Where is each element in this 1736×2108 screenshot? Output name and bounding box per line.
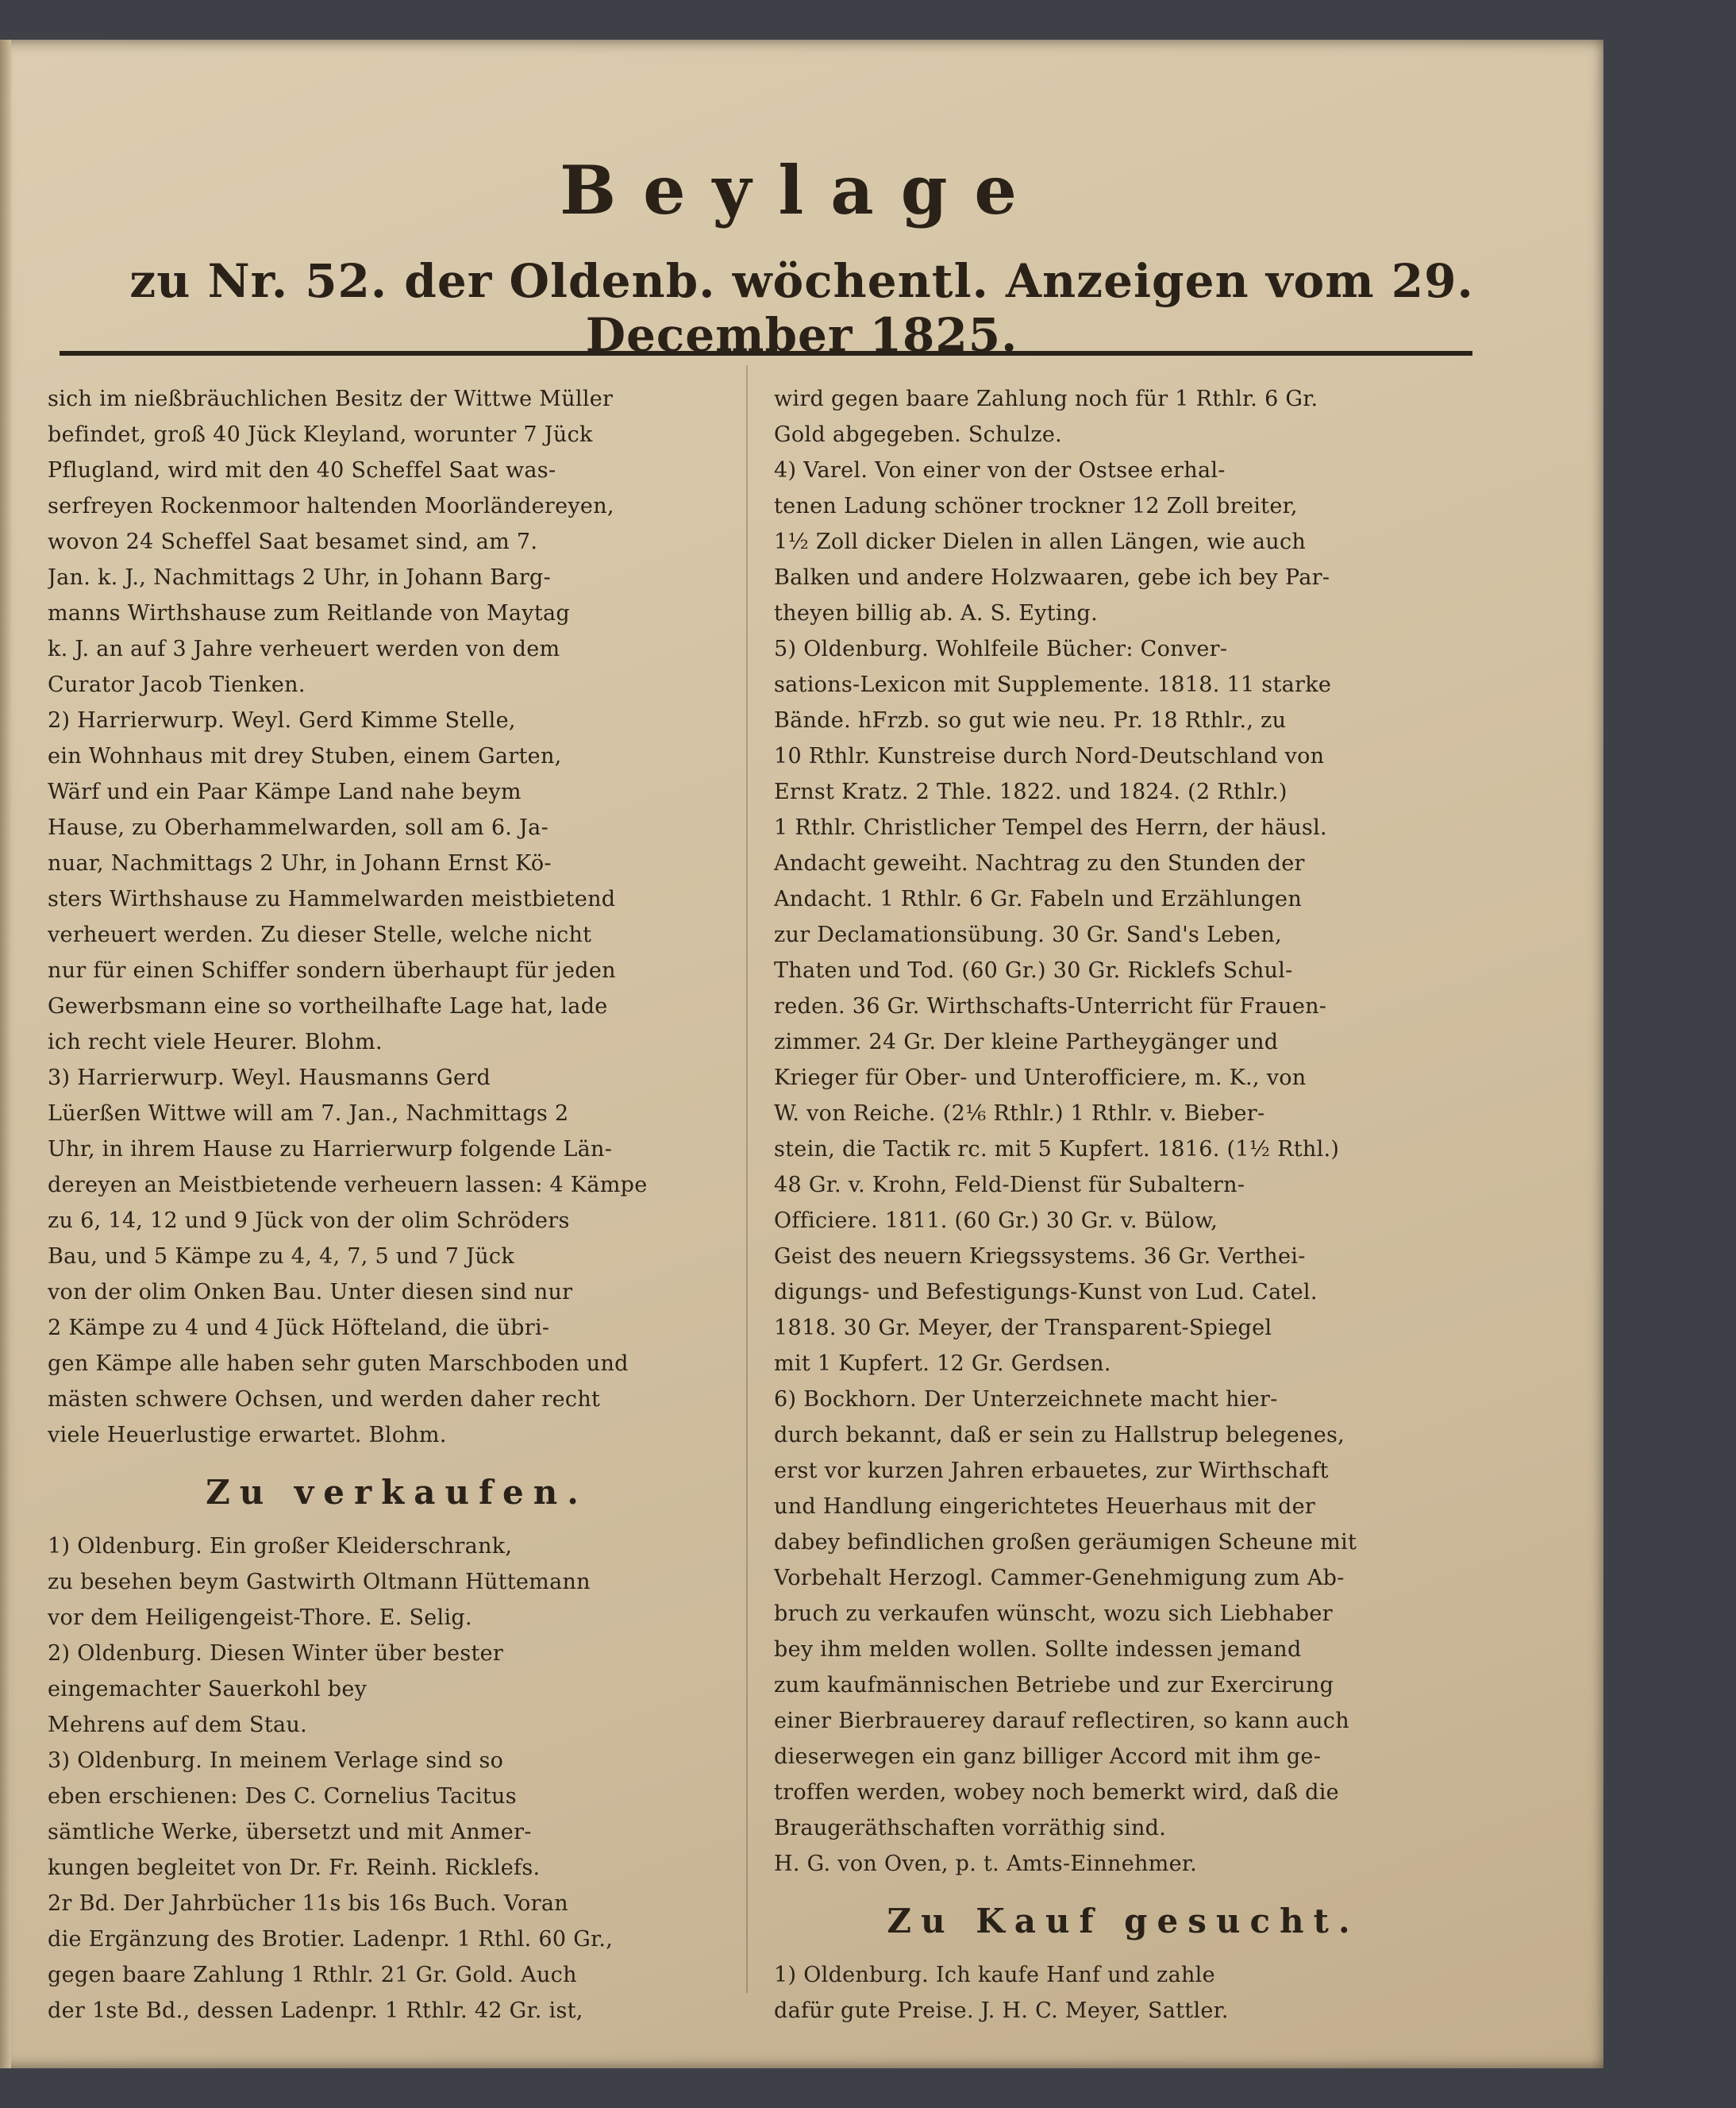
text-line: 48 Gr. v. Krohn, Feld-Dienst für Subaltern- bbox=[774, 1173, 1245, 1197]
column-divider bbox=[746, 365, 748, 1993]
text-line: 6) Bockhorn. Der Unterzeichnete macht hier- bbox=[774, 1387, 1278, 1412]
text-line: einer Bierbrauerey darauf reflectiren, so kann auch bbox=[774, 1709, 1349, 1733]
text-line: gen Kämpe alle haben sehr guten Marschboden und bbox=[48, 1351, 629, 1376]
left-column bbox=[48, 381, 746, 2029]
text-line: Bände. hFrzb. so gut wie neu. Pr. 18 Rthlr., zu bbox=[774, 708, 1287, 733]
text-line: ein Wohnhaus mit drey Stuben, einem Garten, bbox=[48, 744, 562, 769]
text-line: mästen schwere Ochsen, und werden daher recht bbox=[48, 1387, 601, 1412]
text-line: dafür gute Preise. J. H. C. Meyer, Sattler. bbox=[774, 1998, 1229, 2023]
text-line: Braugeräthschaften vorräthig sind. bbox=[774, 1816, 1167, 1840]
text-line: Curator Jacob Tienken. bbox=[48, 672, 306, 697]
text-line: sters Wirthshause zu Hammelwarden meistbietend bbox=[48, 887, 616, 911]
text-line: befindet, groß 40 Jück Kleyland, worunter 7 Jück bbox=[48, 422, 593, 447]
text-line: zum kaufmännischen Betriebe und zur Exercirung bbox=[774, 1673, 1334, 1698]
text-line: Andacht. 1 Rthlr. 6 Gr. Fabeln und Erzählungen bbox=[774, 887, 1303, 911]
page-subtitle: zu Nr. 52. der Oldenb. wöchentl. Anzeigen vom 29. December 1825. bbox=[129, 254, 1474, 362]
text-line: digungs- und Befestigungs-Kunst von Lud. Catel. bbox=[774, 1280, 1318, 1304]
text-line: Gold abgegeben. Schulze. bbox=[774, 422, 1063, 447]
text-line: stein, die Tactik rc. mit 5 Kupfert. 1816. (1½ Rthl.) bbox=[774, 1137, 1340, 1162]
text-line: Jan. k. J., Nachmittags 2 Uhr, in Johann Barg- bbox=[48, 565, 552, 590]
text-line: der 1ste Bd., dessen Ladenpr. 1 Rthlr. 42 Gr. ist, bbox=[48, 1998, 583, 2023]
text-line: verheuert werden. Zu dieser Stelle, welche nicht bbox=[48, 923, 592, 947]
text-line: 3) Harrierwurp. Weyl. Hausmanns Gerd bbox=[48, 1066, 491, 1090]
text-line: die Ergänzung des Brotier. Ladenpr. 1 Rthl. 60 Gr., bbox=[48, 1927, 614, 1952]
text-line: nur für einen Schiffer sondern überhaupt für jeden bbox=[48, 958, 616, 983]
text-line: eben erschienen: Des C. Cornelius Tacitus bbox=[48, 1784, 517, 1809]
text-line: 1½ Zoll dicker Dielen in allen Längen, wie auch bbox=[774, 530, 1307, 554]
text-line: 4) Varel. Von einer von der Ostsee erhal- bbox=[774, 458, 1226, 483]
text-line: Officiere. 1811. (60 Gr.) 30 Gr. v. Bülow, bbox=[774, 1208, 1218, 1233]
text-line: Vorbehalt Herzogl. Cammer-Genehmigung zum Ab- bbox=[774, 1566, 1345, 1590]
text-line: nuar, Nachmittags 2 Uhr, in Johann Ernst Kö- bbox=[48, 851, 552, 876]
text-line: mit 1 Kupfert. 12 Gr. Gerdsen. bbox=[774, 1351, 1111, 1376]
text-line: Thaten und Tod. (60 Gr.) 30 Gr. Ricklefs Schul- bbox=[774, 958, 1293, 983]
text-line: zimmer. 24 Gr. Der kleine Partheygänger und bbox=[774, 1030, 1279, 1054]
text-line: dabey befindlichen großen geräumigen Scheune mit bbox=[774, 1530, 1357, 1555]
text-line: 1) Oldenburg. Ich kaufe Hanf und zahle bbox=[774, 1963, 1215, 1987]
text-line: Andacht geweiht. Nachtrag zu den Stunden der bbox=[774, 851, 1305, 876]
text-line: reden. 36 Gr. Wirthschafts-Unterricht für Frauen- bbox=[774, 994, 1327, 1019]
left-text-block-sale bbox=[48, 1528, 746, 2029]
left-text-block bbox=[48, 381, 746, 1453]
text-line: theyen billig ab. A. S. Eyting. bbox=[774, 601, 1099, 626]
text-line: gegen baare Zahlung 1 Rthlr. 21 Gr. Gold. Auch bbox=[48, 1963, 577, 1987]
text-line: zu 6, 14, 12 und 9 Jück von der olim Schröders bbox=[48, 1208, 570, 1233]
text-line: zu besehen beym Gastwirth Oltmann Hüttemann bbox=[48, 1570, 591, 1594]
text-line: H. G. von Oven, p. t. Amts-Einnehmer. bbox=[774, 1852, 1197, 1876]
text-line: 5) Oldenburg. Wohlfeile Bücher: Conver- bbox=[774, 637, 1228, 661]
text-line: 1) Oldenburg. Ein großer Kleiderschrank, bbox=[48, 1534, 513, 1559]
text-line: Bau, und 5 Kämpe zu 4, 4, 7, 5 und 7 Jück bbox=[48, 1244, 515, 1269]
text-line: 2) Harrierwurp. Weyl. Gerd Kimme Stelle, bbox=[48, 708, 516, 733]
text-line: von der olim Onken Bau. Unter diesen sind nur bbox=[48, 1280, 573, 1304]
text-line: Gewerbsmann eine so vortheilhafte Lage hat, lade bbox=[48, 994, 608, 1019]
text-line: zur Declamationsübung. 30 Gr. Sand's Leben, bbox=[774, 923, 1282, 947]
text-line: troffen werden, wobey noch bemerkt wird, daß die bbox=[774, 1780, 1339, 1805]
text-line: sämtliche Werke, übersetzt und mit Anmer- bbox=[48, 1820, 532, 1844]
text-line: 2 Kämpe zu 4 und 4 Jück Höfteland, die übri- bbox=[48, 1316, 550, 1340]
text-line: erst vor kurzen Jahren erbauetes, zur Wirthschaft bbox=[774, 1459, 1329, 1483]
right-column bbox=[774, 381, 1472, 2029]
text-line: 2) Oldenburg. Diesen Winter über bester bbox=[48, 1641, 504, 1666]
text-line: sations-Lexicon mit Supplemente. 1818. 11 starke bbox=[774, 672, 1332, 697]
text-line: 1818. 30 Gr. Meyer, der Transparent-Spiegel bbox=[774, 1316, 1272, 1340]
newspaper-page bbox=[0, 40, 1603, 2068]
text-line: sich im nießbräuchlichen Besitz der Wittwe Müller bbox=[48, 387, 614, 411]
text-line: vor dem Heiligengeist-Thore. E. Selig. bbox=[48, 1605, 472, 1630]
text-line: kungen begleitet von Dr. Fr. Reinh. Ricklefs. bbox=[48, 1856, 541, 1880]
text-line: k. J. an auf 3 Jahre verheuert werden von dem bbox=[48, 637, 560, 661]
section-heading-zu-verkaufen: Zu verkaufen. bbox=[206, 1473, 588, 1512]
text-line: Wärf und ein Paar Kämpe Land nahe beym bbox=[48, 780, 522, 804]
text-line: Lüerßen Wittwe will am 7. Jan., Nachmittags 2 bbox=[48, 1101, 569, 1126]
text-line: bey ihm melden wollen. Sollte indessen jemand bbox=[774, 1637, 1302, 1662]
header-rule bbox=[60, 351, 1472, 356]
text-line: Krieger für Ober- und Unterofficiere, m. K., von bbox=[774, 1066, 1307, 1090]
text-line: bruch zu verkaufen wünscht, wozu sich Liebhaber bbox=[774, 1601, 1333, 1626]
text-line: dereyen an Meistbietende verheuern lassen: 4 Kämpe bbox=[48, 1173, 648, 1197]
text-line: ich recht viele Heurer. Blohm. bbox=[48, 1030, 383, 1054]
text-line: 10 Rthlr. Kunstreise durch Nord-Deutschland von bbox=[774, 744, 1325, 769]
page-title: Beylage bbox=[560, 151, 1044, 229]
text-line: 1 Rthlr. Christlicher Tempel des Herrn, der häusl. bbox=[774, 815, 1327, 840]
text-line: dieserwegen ein ganz billiger Accord mit ihm ge- bbox=[774, 1744, 1322, 1769]
text-line: W. von Reiche. (2⅙ Rthlr.) 1 Rthlr. v. Bieber- bbox=[774, 1101, 1265, 1126]
text-line: Uhr, in ihrem Hause zu Harrierwurp folgende Län- bbox=[48, 1137, 613, 1162]
text-line: Geist des neuern Kriegssystems. 36 Gr. Verthei- bbox=[774, 1244, 1306, 1269]
text-line: viele Heuerlustige erwartet. Blohm. bbox=[48, 1423, 447, 1447]
page-edge bbox=[0, 40, 11, 2068]
text-line: und Handlung eingerichtetes Heuerhaus mit der bbox=[774, 1494, 1316, 1519]
right-text-block bbox=[774, 381, 1472, 1882]
text-line: wovon 24 Scheffel Saat besamet sind, am 7. bbox=[48, 530, 538, 554]
text-line: Hause, zu Oberhammelwarden, soll am 6. Ja- bbox=[48, 815, 549, 840]
section-heading-zu-kauf-gesucht: Zu Kauf gesucht. bbox=[887, 1902, 1360, 1940]
text-line: serfreyen Rockenmoor haltenden Moorländereyen, bbox=[48, 494, 614, 518]
text-line: Ernst Kratz. 2 Thle. 1822. und 1824. (2 Rthlr.) bbox=[774, 780, 1288, 804]
text-line: 2r Bd. Der Jahrbücher 11s bis 16s Buch. Voran bbox=[48, 1891, 568, 1916]
text-line: Balken und andere Holzwaaren, gebe ich bey Par- bbox=[774, 565, 1330, 590]
text-line: 3) Oldenburg. In meinem Verlage sind so bbox=[48, 1748, 504, 1773]
text-line: tenen Ladung schöner trockner 12 Zoll breiter, bbox=[774, 494, 1298, 518]
text-line: wird gegen baare Zahlung noch für 1 Rthlr. 6 Gr. bbox=[774, 387, 1318, 411]
right-text-block-wanted bbox=[774, 1957, 1472, 2029]
text-line: durch bekannt, daß er sein zu Hallstrup belegenes, bbox=[774, 1423, 1345, 1447]
text-line: Mehrens auf dem Stau. bbox=[48, 1713, 307, 1737]
text-line: manns Wirthshause zum Reitlande von Maytag bbox=[48, 601, 570, 626]
text-line: eingemachter Sauerkohl bey bbox=[48, 1677, 368, 1701]
text-line: Pflugland, wird mit den 40 Scheffel Saat was- bbox=[48, 458, 556, 483]
